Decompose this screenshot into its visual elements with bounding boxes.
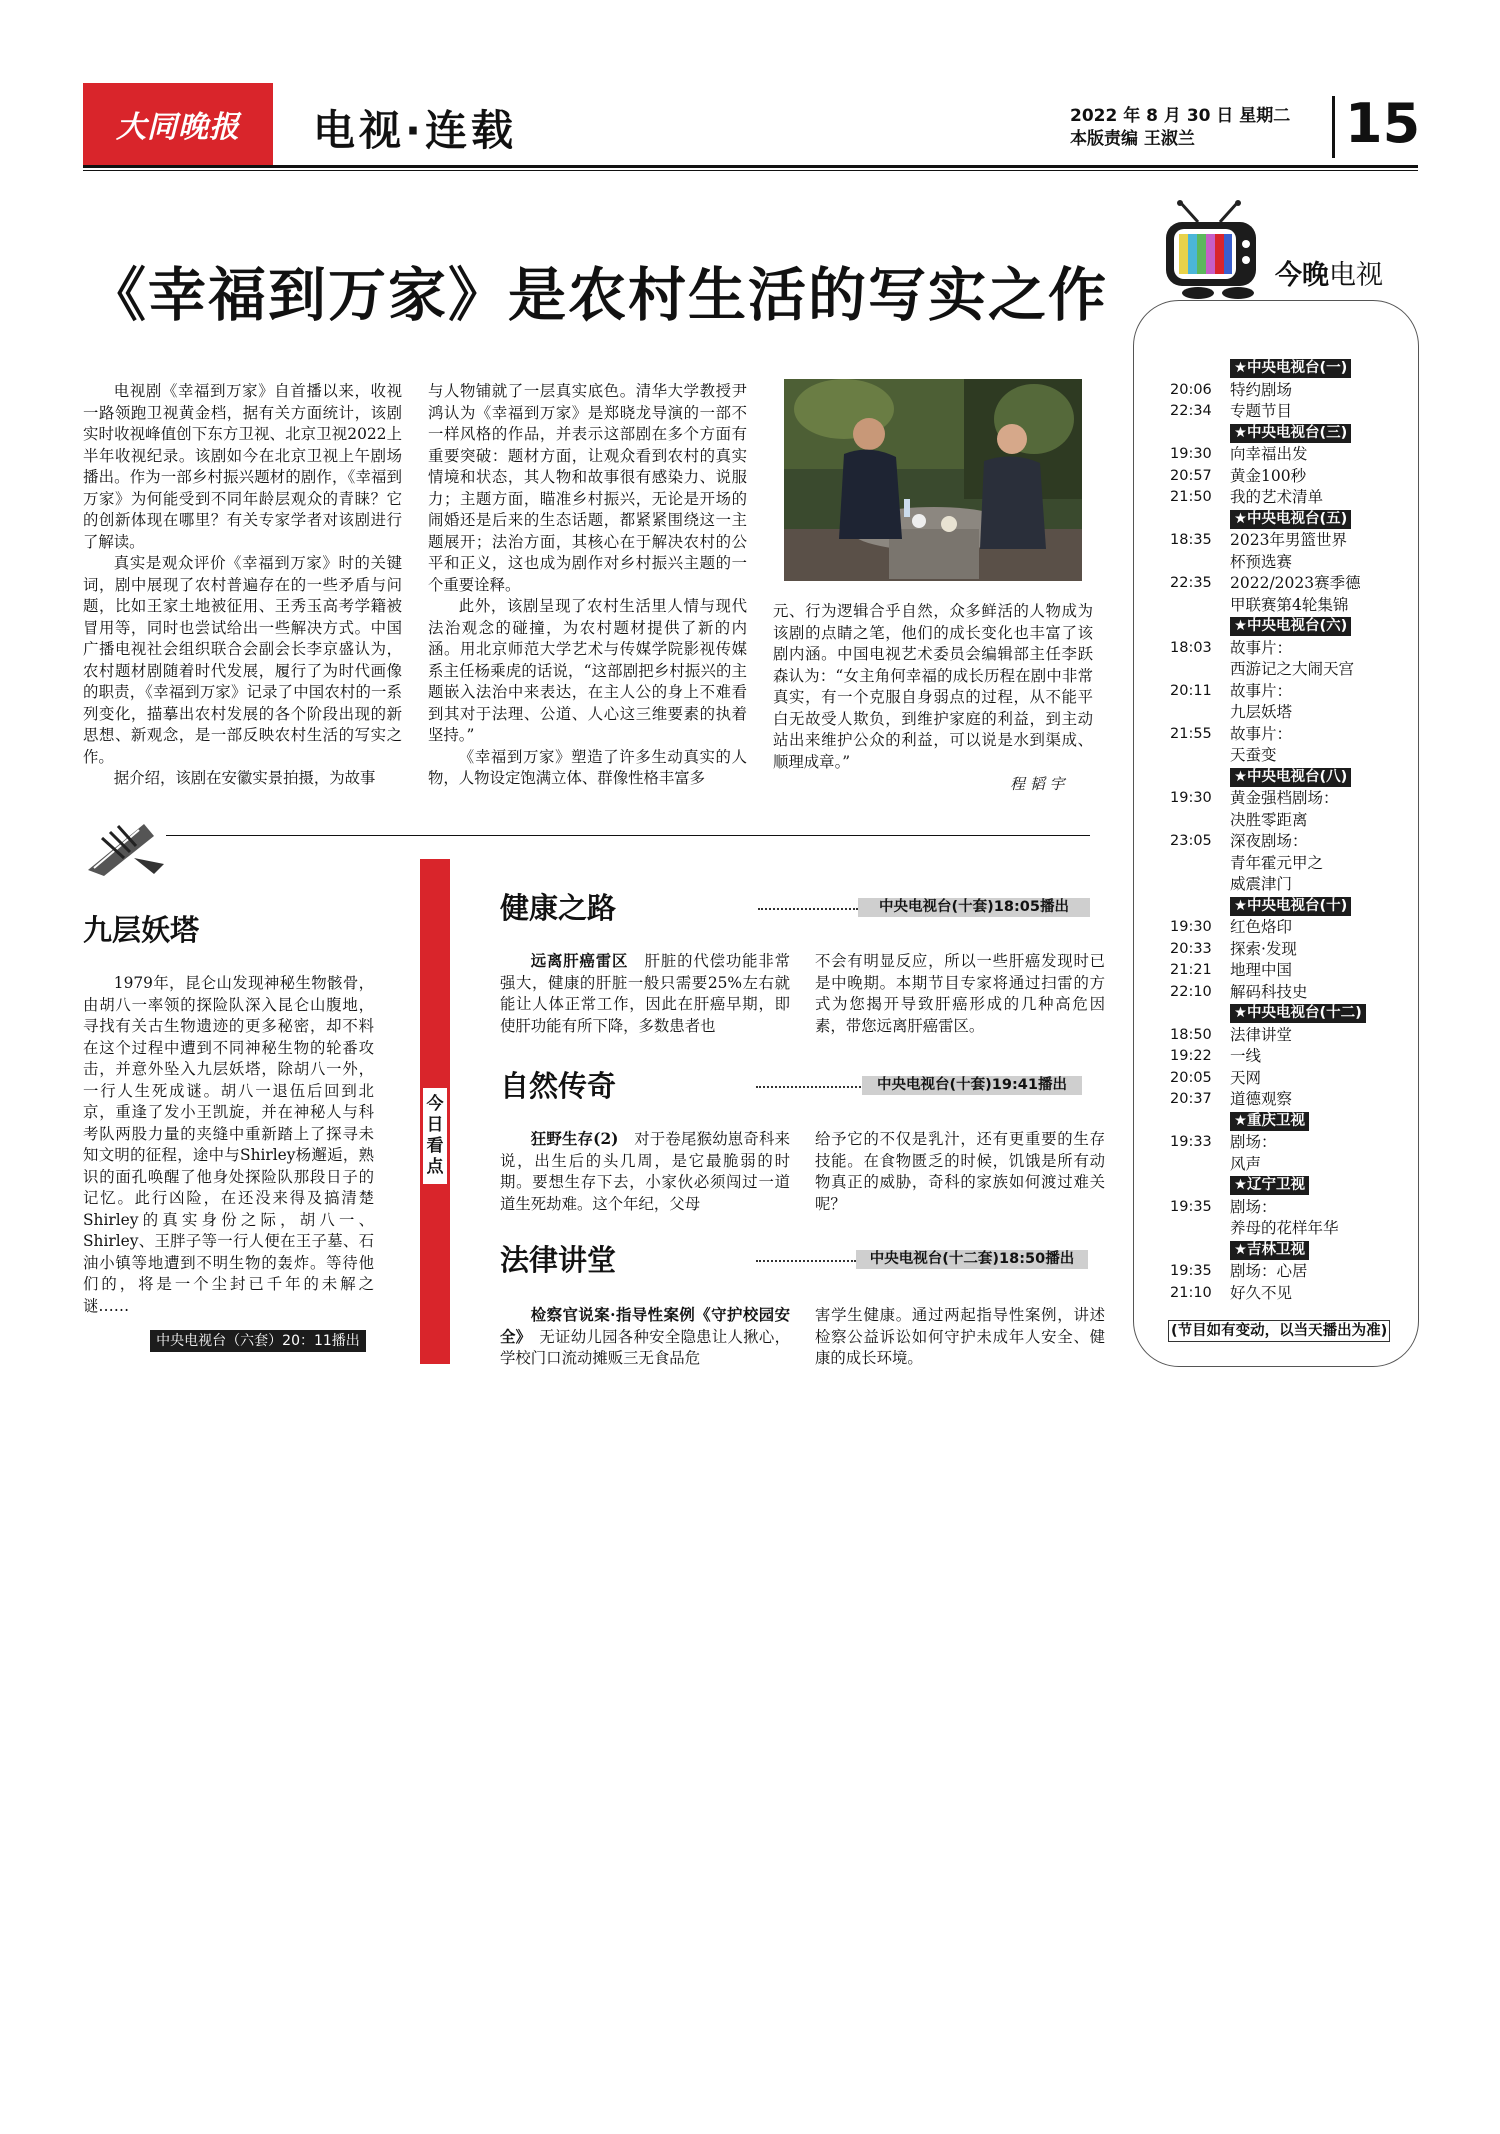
- program-summary-right: [815, 951, 1105, 1037]
- page-editor: 本版责编 王淑兰: [1070, 129, 1195, 149]
- program-time: 22:10: [1170, 983, 1212, 1000]
- tonight-tv-title: [1275, 253, 1383, 292]
- article-column-3: [773, 601, 1093, 773]
- program-time: 19:30: [1170, 446, 1212, 462]
- program-name: 青年霍元甲之: [1230, 853, 1324, 872]
- serial-paragraph: 1979年，昆仑山发现神秘生物骸骨，由胡八一率领的探险队深入昆仑山腹地，寻找有关古生物遗迹的更多秘密，却不料在这个过程中遭到不同神秘生物的轮番攻击，并意外坠入九层妖塔，除胡八一外，一行人生死成谜。胡八一退伍后回到北京，重逢了发小王凯旋，并在神秘人与科考队两股力量的夹缝中重新踏上了探寻未知文明的征程，途中与Shirley杨邂逅，熟识的面孔唤醒了他身处探险队那段日子的记忆。此行凶险，在还没来得及搞清楚Shirley的真实身份之际，胡八一、Shirley、王胖子等一行人便在王子墓、石油小镇等地遭到不明生物的轰炸。等待他们的，将是一个尘封已千年的未解之谜……: [83, 974, 374, 1315]
- program-name: 向幸福出发: [1230, 445, 1308, 463]
- program-name: 红色烙印: [1230, 918, 1293, 936]
- header-rule-thin: [83, 170, 1418, 171]
- channel-name: ★重庆卫视: [1230, 1112, 1309, 1131]
- channel-name: ★中央电视台(六): [1230, 617, 1351, 636]
- program-time: 23:05: [1170, 833, 1212, 849]
- program-leader-dots: [756, 1086, 864, 1088]
- article-headline: 《幸福到万家》是农村生活的写实之作: [88, 261, 1109, 329]
- channel-name: ★中央电视台(十): [1230, 897, 1351, 916]
- program-summary-left: [500, 1129, 790, 1215]
- program-summary-left: [500, 1305, 790, 1370]
- program-text: 给予它的不仅是乳汁，还有更重要的生存技能。在食物匮乏的时候，饥饿是所有动物真正的威胁，奇科的家族如何渡过难关呢？: [815, 1130, 1105, 1213]
- program-leader-dots: [758, 908, 858, 910]
- program-name: 专题节目: [1230, 402, 1293, 420]
- program-name: 风声: [1230, 1154, 1262, 1173]
- article-paragraph: 元、行为逻辑合乎自然，众多鲜活的人物成为该剧的点睛之笔，他们的成长变化也丰富了该剧内涵。中国电视艺术委员会编辑部主任李跃森认为：“女主角何幸福的成长历程在剧中非常真实，有一个克服自身弱点的过程，从不能平白无故受人欺负，到维护家庭的利益，到主动站出来维护公众的利益，可以说是水到渠成、顺理成章。”: [773, 602, 1093, 771]
- article-paragraph: 据介绍，该剧在安徽实景拍摄，为故事: [113, 769, 376, 787]
- program-time: 18:03: [1170, 639, 1212, 656]
- program-name: 九层妖塔: [1230, 703, 1293, 721]
- issue-date: 2022 年 8 月 30 日 星期二: [1070, 106, 1291, 126]
- program-name: 威震津门: [1230, 875, 1293, 893]
- program-text: 害学生健康。通过两起指导性案例，讲述检察公益诉讼如何守护未成年人安全、健康的成长环境。: [815, 1306, 1105, 1367]
- serial-body: [83, 973, 374, 1317]
- article-paragraph: 此外，该剧呈现了农村生活里人情与现代法治观念的碰撞，为农村题材提供了新的内涵。用北京师范大学艺术与传媒学院影视传媒系主任杨乘虎的话说，“这部剧把乡村振兴的主题嵌入法治中来表达，在主人公的身上不难看到其对于法理、公道、人心这三维要素的执着坚持。”: [428, 597, 747, 744]
- serial-title: 九层妖塔: [83, 913, 200, 947]
- program-name: 剧场：: [1230, 1197, 1277, 1216]
- program-time: 18:35: [1170, 532, 1212, 548]
- article-byline: 程 韬 宇: [1010, 775, 1065, 793]
- program-title: 健康之路: [500, 891, 617, 925]
- program-name: 黄金100秒: [1230, 466, 1307, 485]
- program-name: 甲联赛第4轮集锦: [1230, 595, 1349, 614]
- article-column-1: [83, 381, 402, 790]
- program-name: 故事片：: [1230, 724, 1293, 743]
- program-time: 20:11: [1170, 682, 1212, 699]
- program-time: 20:06: [1170, 381, 1212, 398]
- program-text: 对于卷尾猴幼崽奇科来说，出生后的头几周，是它最脆弱的时期。要想生存下去，小家伙必须闯过一道道生死劫难。这个年纪，父母: [500, 1130, 790, 1213]
- program-name: 2023年男篮世界: [1230, 531, 1347, 549]
- program-time: 20:37: [1170, 1091, 1212, 1107]
- article-paragraph: 电视剧《幸福到万家》自首播以来，收视一路领跑卫视黄金档，据有关方面统计，该剧实时收视峰值创下东方卫视、北京卫视2022上半年收视纪录。该剧如今在北京卫视上午剧场播出。作为一部乡村振兴题材的剧作，《幸福到万家》为何能受到不同年龄层观众的青睐？它的创新体现在哪里？有关专家学者对该剧进行了解读。: [83, 382, 402, 551]
- program-title: 自然传奇: [500, 1069, 617, 1103]
- tonight-title-rest: 电视: [1329, 260, 1383, 291]
- program-name: 决胜零距离: [1230, 810, 1308, 829]
- program-time: 20:05: [1170, 1069, 1212, 1086]
- program-time: 22:35: [1170, 575, 1212, 591]
- program-time: 18:50: [1170, 1026, 1212, 1043]
- program-name: 2022/2023赛季德: [1230, 574, 1361, 592]
- program-time: 19:35: [1170, 1263, 1212, 1279]
- program-name: 剧场：: [1230, 1133, 1277, 1151]
- program-name: 解码科技史: [1230, 982, 1308, 1001]
- program-time: 21:50: [1170, 489, 1212, 505]
- program-name: 黄金强档剧场：: [1230, 789, 1339, 807]
- program-name: 好久不见: [1230, 1283, 1293, 1302]
- program-title: 法律讲堂: [500, 1243, 617, 1277]
- tv-icon: [1158, 200, 1268, 304]
- program-name: 深夜剧场：: [1230, 832, 1308, 850]
- header-rule: [83, 165, 1418, 168]
- program-name: 养母的花样年华: [1230, 1219, 1339, 1237]
- program-name: 一线: [1230, 1047, 1262, 1065]
- channel-name: ★中央电视台(五): [1230, 510, 1351, 529]
- program-name: 天蚕变: [1230, 746, 1277, 764]
- program-airtime: 中央电视台(十套)19:41播出: [862, 1076, 1082, 1095]
- program-summary-right: [815, 1129, 1105, 1215]
- program-time: 20:33: [1170, 940, 1212, 957]
- newspaper-logo: 大同晚报: [83, 83, 273, 165]
- schedule-note: (节目如有变动，以当天播出为准): [1168, 1320, 1390, 1342]
- program-leader-dots: [756, 1260, 856, 1262]
- program-airtime: 中央电视台(十二套)18:50播出: [856, 1250, 1088, 1269]
- program-time: 21:21: [1170, 962, 1212, 978]
- program-text: 不会有明显反应，所以一些肝癌发现时已是中晚期。本期节目专家将通过扫雷的方式为您揭开导致肝癌形成的几种高危因素，带您远离肝癌雷区。: [815, 952, 1105, 1035]
- program-text: 无证幼儿园各种安全隐患让人揪心，学校门口流动摊贩三无食品危: [500, 1327, 790, 1367]
- today-highlights-label: 今日看点: [423, 1088, 447, 1184]
- program-name: 道德观察: [1230, 1090, 1293, 1108]
- channel-name: ★吉林卫视: [1230, 1241, 1309, 1260]
- program-name: 地理中国: [1230, 961, 1293, 979]
- channel-name: ★中央电视台(八): [1230, 768, 1351, 787]
- program-time: 21:55: [1170, 725, 1212, 742]
- program-lead: 检察官说案·指导性案例《守护校园安全》: [500, 1306, 790, 1346]
- program-lead: 远离肝癌雷区: [530, 952, 629, 970]
- channel-name: ★中央电视台(十二): [1230, 1004, 1366, 1023]
- photo-two-men-dining: [784, 379, 1082, 581]
- channel-name: ★辽宁卫视: [1230, 1176, 1309, 1195]
- program-time: 19:33: [1170, 1134, 1212, 1150]
- section-divider: [166, 835, 1090, 836]
- program-time: 20:57: [1170, 467, 1212, 484]
- program-summary-right: [815, 1305, 1105, 1370]
- program-text: 肝脏的代偿功能非常强大，健康的肝脏一般只需要25%左右就能让人体正常工作，因此在肝癌早期，即使肝功能有所下降，多数患者也: [500, 952, 790, 1035]
- program-name: 我的艺术清单: [1230, 488, 1324, 506]
- program-time: 22:34: [1170, 403, 1212, 419]
- program-time: 21:10: [1170, 1284, 1212, 1301]
- header-divider: [1332, 96, 1335, 158]
- program-lead: 狂野生存(2): [530, 1130, 619, 1148]
- program-name: 故事片：: [1230, 638, 1293, 657]
- program-time: 19:22: [1170, 1048, 1212, 1064]
- program-time: 19:30: [1170, 790, 1212, 806]
- channel-name: ★中央电视台(三): [1230, 424, 1351, 443]
- program-name: 探索·发现: [1230, 939, 1297, 958]
- program-summary-left: [500, 951, 790, 1037]
- program-name: 剧场：心居: [1230, 1262, 1308, 1280]
- article-paragraph: 真实是观众评价《幸福到万家》时的关键词，剧中展现了农村普遍存在的一些矛盾与问题，比如王家土地被征用、王秀玉高考学籍被冒用等，同时也尝试给出一些解决方式。中国广播电视社会组织联合会副会长李京盛认为，农村题材剧随着时代发展，履行了为时代画像的职责，《幸福到万家》记录了中国农村的一系列变化，描摹出农村发展的各个阶段出现的新思想、新观念，是一部反映农村生活的写实之作。: [83, 554, 402, 766]
- feather-icon: [84, 818, 166, 884]
- serial-airtime-badge: 中央电视台（六套）20：11播出: [150, 1330, 366, 1352]
- program-airtime: 中央电视台(十套)18:05播出: [858, 898, 1090, 917]
- article-paragraph: 《幸福到万家》塑造了许多生动真实的人物，人物设定饱满立体、群像性格丰富多: [428, 747, 747, 787]
- section-name: 电视·连载: [313, 106, 517, 155]
- program-name: 法律讲堂: [1230, 1025, 1293, 1044]
- program-name: 天网: [1230, 1068, 1262, 1087]
- article-paragraph: 与人物铺就了一层真实底色。清华大学教授尹鸿认为《幸福到万家》是郑晓龙导演的一部不一样风格的作品，并表示这部剧在多个方面有重要突破：题材方面，让观众看到农村的真实情境和状态，其人物和故事很有感染力、说服力；主题方面，瞄准乡村振兴，无论是开场的闹婚还是后来的生态话题，都紧紧围绕这一主题展开；法治方面，其核心在于解决农村的公平和正义，这也成为剧作对乡村振兴主题的一个重要诠释。: [428, 382, 747, 594]
- channel-name: ★中央电视台(一): [1230, 359, 1351, 378]
- page-number: 15: [1345, 92, 1421, 155]
- program-time: 19:35: [1170, 1198, 1212, 1215]
- program-name: 西游记之大闹天宫: [1230, 660, 1355, 678]
- program-name: 杯预选赛: [1230, 552, 1293, 571]
- article-column-2: [428, 381, 747, 790]
- program-time: 19:30: [1170, 919, 1212, 935]
- program-name: 故事片：: [1230, 681, 1293, 700]
- tonight-title-bold: 今晚: [1275, 260, 1329, 291]
- program-name: 特约剧场: [1230, 380, 1293, 399]
